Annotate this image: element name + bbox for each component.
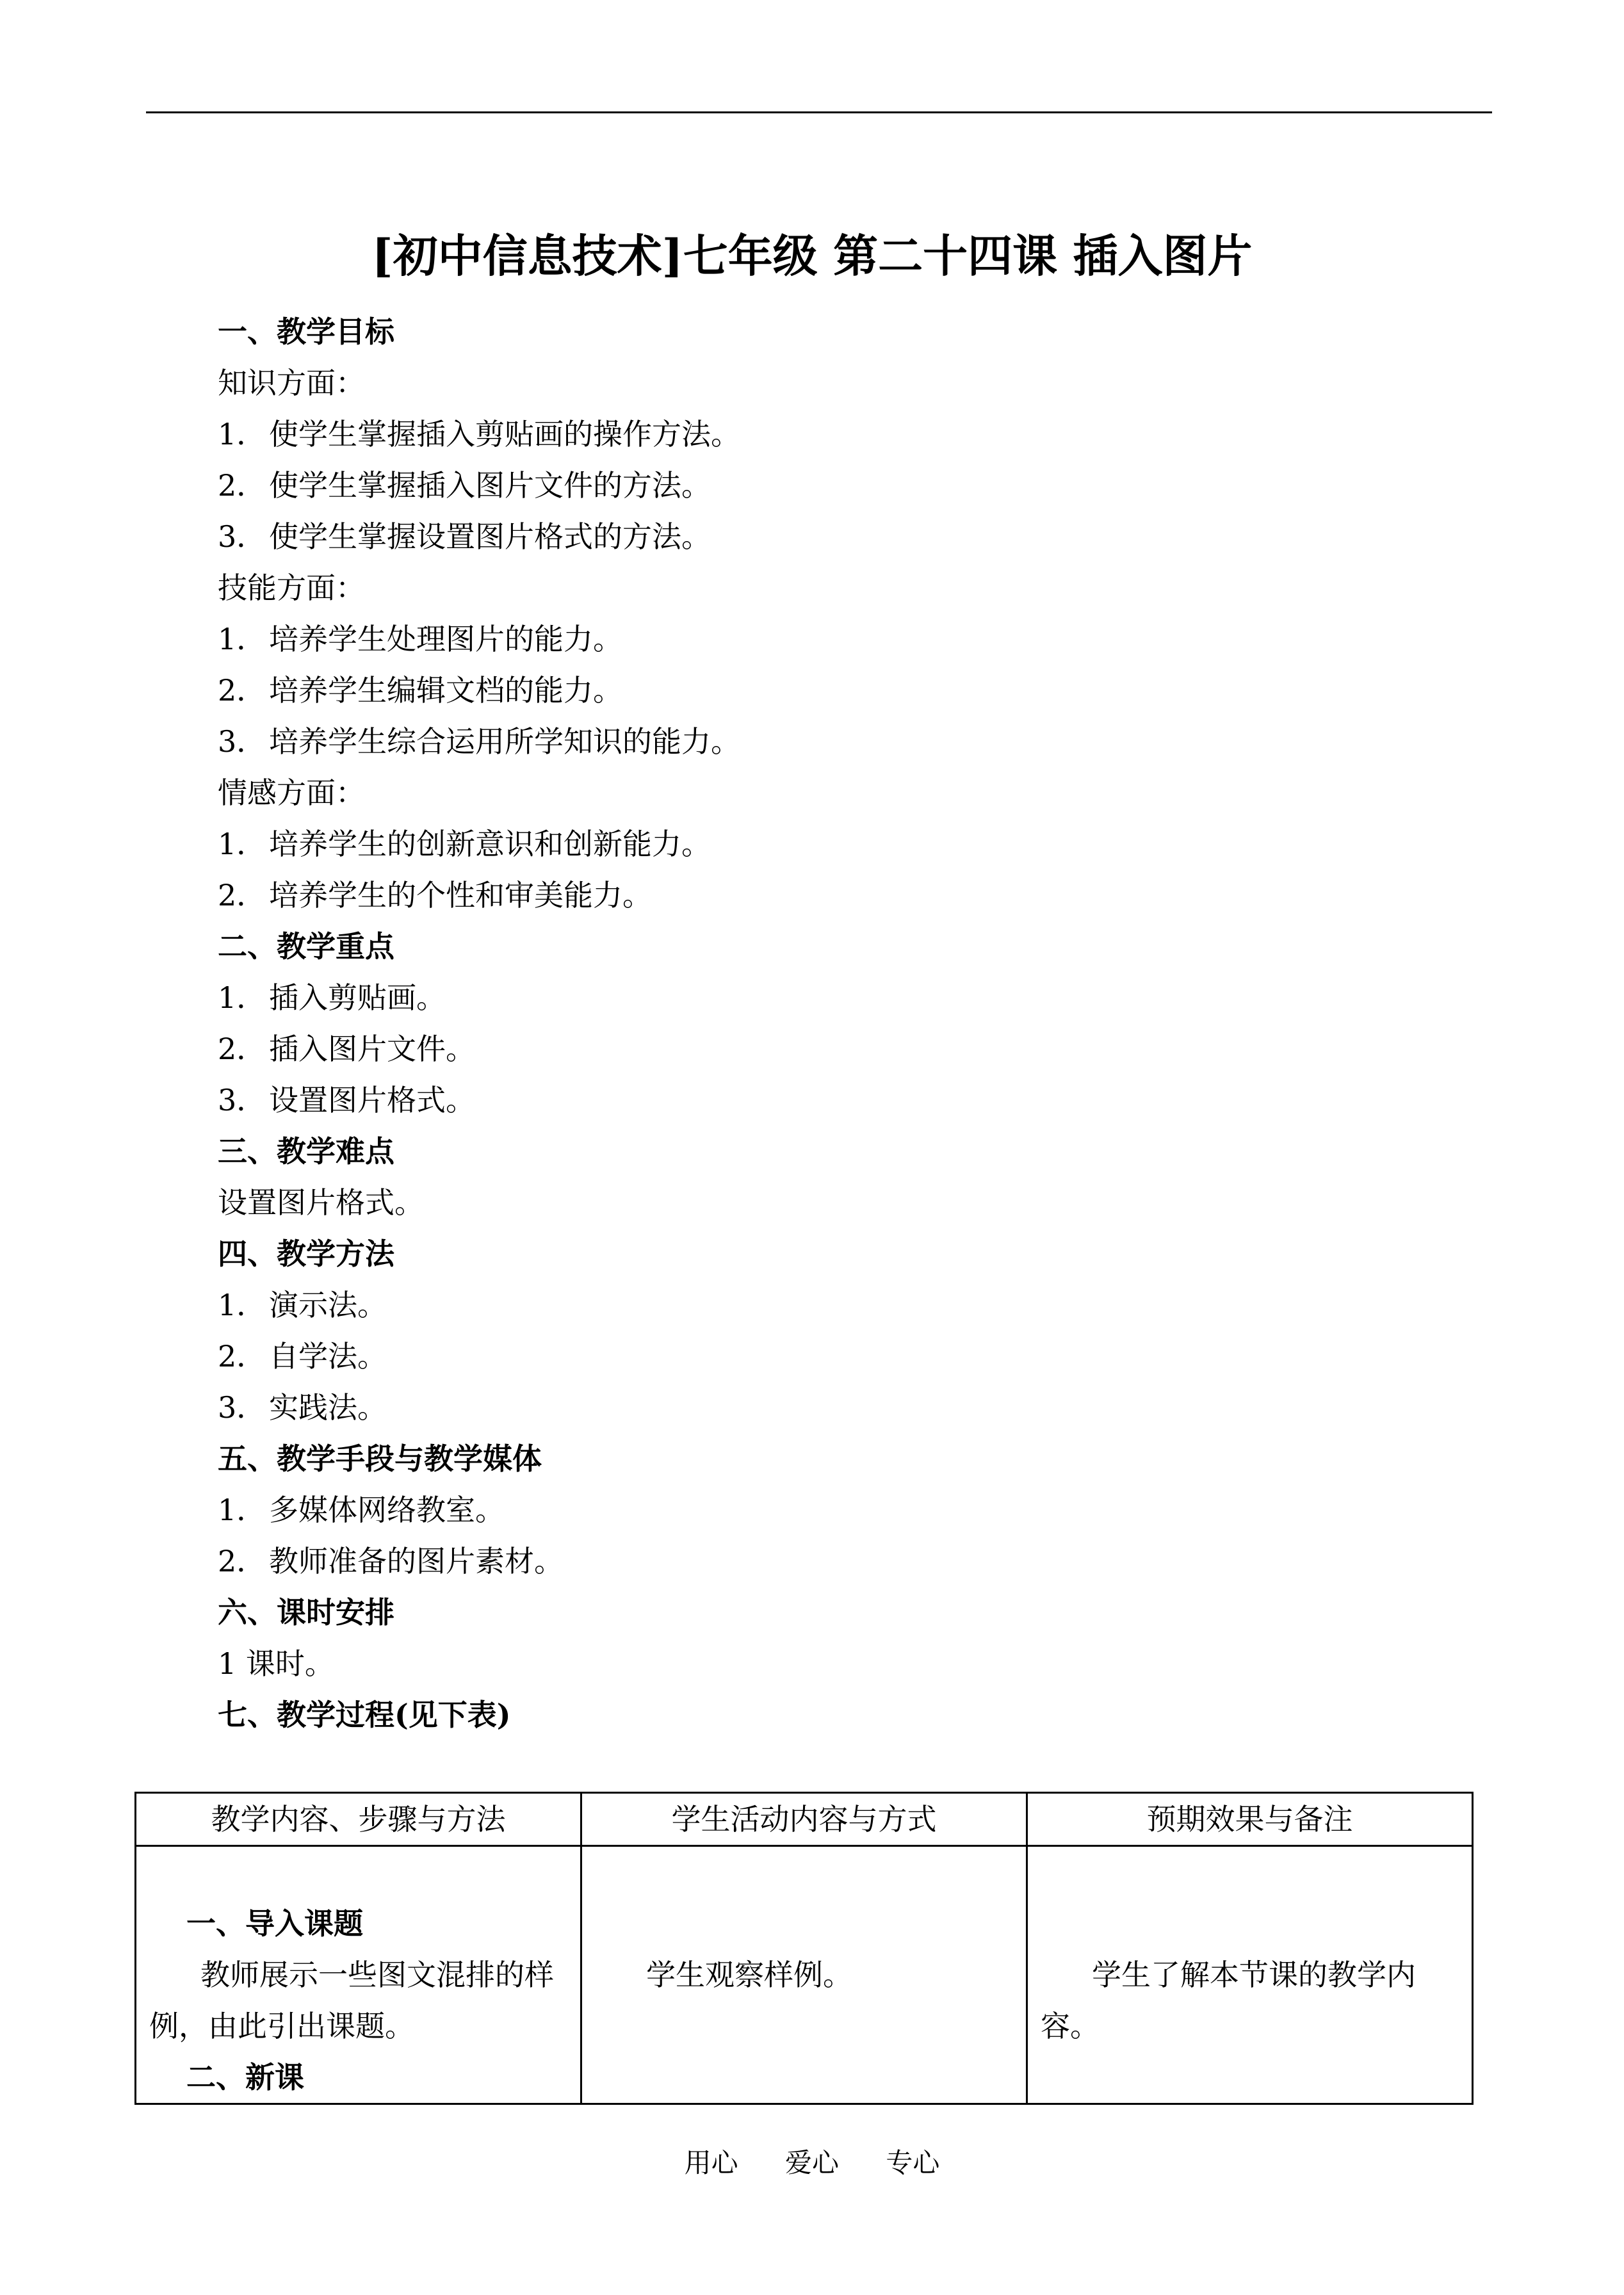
line-text: 六、课时安排: [218, 1595, 394, 1630]
item-number: 2．: [218, 1544, 266, 1578]
item-number: 1．: [218, 622, 266, 656]
line-text: 培养学生的创新意识和创新能力。: [269, 827, 711, 861]
body-line: [218, 1484, 505, 1536]
line-text: 设置图片格式。: [269, 1083, 475, 1117]
body-line: [218, 818, 711, 870]
section-heading-new-lesson: 二、新课: [186, 2060, 304, 2095]
item-number: 1．: [218, 1493, 266, 1527]
line-text: 培养学生的个性和审美能力。: [269, 878, 652, 912]
body-line: [218, 1075, 475, 1126]
line-text: 技能方面：: [218, 571, 365, 605]
body-line: [218, 1331, 387, 1382]
body-line: [218, 870, 652, 921]
teaching-process-table: [134, 1792, 1474, 2105]
line-text: 五、教学手段与教学媒体: [218, 1441, 542, 1476]
student-activity-text: 学生观察样例。: [646, 1958, 852, 1992]
line-text: 使学生掌握设置图片格式的方法。: [269, 519, 711, 554]
expected-effect-text: 学生了解本节课的教学内容。: [1041, 1958, 1416, 2043]
body-line: [218, 1382, 387, 1433]
intro-paragraph: 教师展示一些图文混排的样例，由此引出课题。: [149, 1958, 554, 2043]
item-number: 1．: [218, 417, 266, 451]
cell-teaching-content: [136, 1846, 581, 2104]
header-rule: [146, 111, 1492, 113]
item-number: 3．: [218, 1390, 266, 1425]
body-line: [218, 1023, 475, 1075]
section-heading: [218, 1126, 394, 1177]
line-text: 培养学生处理图片的能力。: [269, 622, 622, 656]
cell-expected-effect: [1027, 1846, 1473, 2104]
footer-word: 用心: [684, 2147, 738, 2178]
section-heading: [218, 921, 394, 972]
header-teaching-content: 教学内容、步骤与方法: [136, 1793, 581, 1846]
body-line: [218, 665, 622, 716]
footer-word: 爱心: [784, 2147, 839, 2178]
item-number: 2．: [218, 1032, 266, 1066]
line-text: 知识方面：: [218, 366, 365, 400]
body-line: [218, 716, 740, 767]
body-line: [218, 1177, 424, 1228]
line-text: 教师准备的图片素材。: [269, 1544, 564, 1578]
line-text: 演示法。: [269, 1288, 387, 1322]
footer-word: 专心: [886, 2147, 940, 2178]
line-text: 一、教学目标: [218, 314, 394, 349]
item-number: 1．: [218, 827, 266, 861]
section-heading: [218, 1433, 542, 1484]
line-text: 情感方面：: [218, 775, 365, 810]
body-line: [218, 460, 711, 511]
header-student-activity: 学生活动内容与方式: [581, 1793, 1027, 1846]
cell-student-activity: [581, 1846, 1027, 2104]
table-header-row: [136, 1793, 1473, 1846]
section-heading: [218, 1587, 394, 1638]
line-text: 设置图片格式。: [218, 1185, 424, 1220]
body-line: [218, 767, 365, 818]
line-text: 四、教学方法: [218, 1237, 394, 1271]
line-text: 使学生掌握插入图片文件的方法。: [269, 468, 711, 503]
line-text: 七、教学过程(见下表): [218, 1698, 511, 1732]
item-number: 1．: [218, 980, 266, 1015]
line-text: 自学法。: [269, 1339, 387, 1374]
body-line: [218, 562, 365, 613]
body-line: [218, 1536, 564, 1587]
section-heading: [218, 306, 394, 357]
item-number: 2．: [218, 1339, 266, 1374]
line-text: 插入图片文件。: [269, 1032, 475, 1066]
item-number: 1．: [218, 1288, 266, 1322]
body-line: [218, 613, 622, 665]
section-heading: [218, 1228, 394, 1279]
body-line: [218, 1279, 387, 1331]
section-heading-intro: 一、导入课题: [186, 1906, 363, 1941]
body-line: [218, 511, 711, 562]
line-text: 多媒体网络教室。: [269, 1493, 505, 1527]
line-text: 三、教学难点: [218, 1134, 394, 1169]
body-line: [218, 972, 446, 1023]
section-heading: [218, 1689, 511, 1740]
body-line: [218, 409, 740, 460]
item-number: 3．: [218, 1083, 266, 1117]
table-row: [136, 1846, 1473, 2104]
item-number: 2．: [218, 468, 266, 503]
line-text: 二、教学重点: [218, 929, 394, 964]
item-number: 3．: [218, 519, 266, 554]
item-number: 3．: [218, 724, 266, 759]
line-text: 培养学生编辑文档的能力。: [269, 673, 622, 708]
body-line: [218, 1638, 334, 1689]
page-footer: [0, 2137, 1624, 2189]
body-line: [218, 357, 365, 409]
line-text: 培养学生综合运用所学知识的能力。: [269, 724, 740, 759]
line-text: 1 课时。: [218, 1646, 334, 1681]
line-text: 插入剪贴画。: [269, 980, 446, 1015]
item-number: 2．: [218, 673, 266, 708]
item-number: 2．: [218, 878, 266, 912]
document-title: [初中信息技术]七年级 第二十四课 插入图片: [371, 229, 1253, 282]
line-text: 实践法。: [269, 1390, 387, 1425]
header-expected-effect: 预期效果与备注: [1027, 1793, 1473, 1846]
line-text: 使学生掌握插入剪贴画的操作方法。: [269, 417, 740, 451]
